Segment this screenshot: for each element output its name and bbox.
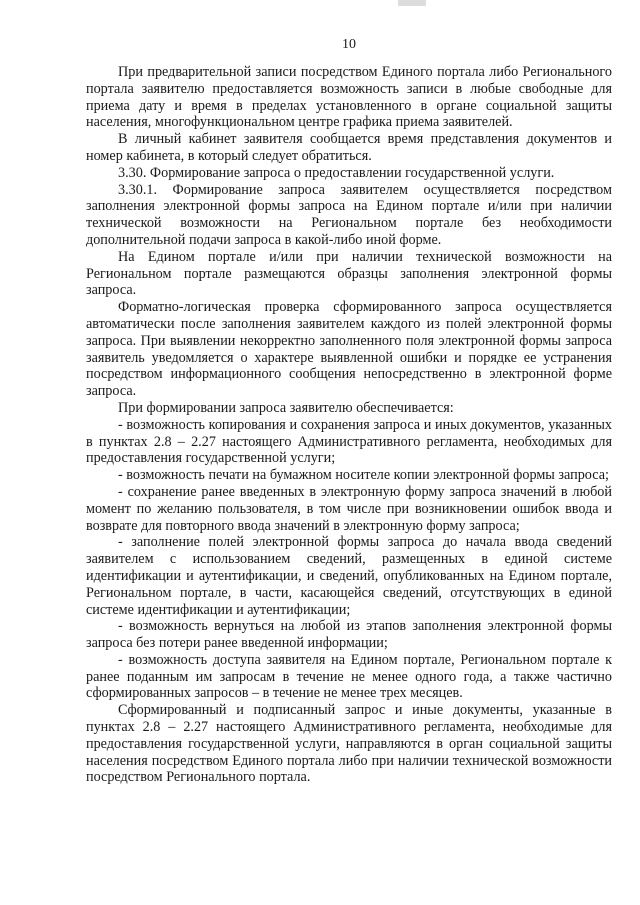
list-item-return-step: - возможность вернуться на любой из этапов заполнения электронной формы запроса без потери ранее введенной информации; [86, 618, 612, 652]
list-item-copy-save: - возможность копирования и сохранения запроса и иных документов, указанных в пунктах 2.8 – 2.27 настоящего Административного регламента, необходимых для предоставления государственной услуги; [86, 416, 612, 467]
list-item-prefill: - заполнение полей электронной формы запроса до начала ввода сведений заявителем с использованием сведений, размещенных в единой системе идентификации и аутентификации, и сведений, опубликованных на Едином портале, Региональном портале, в части, касающейся сведений, отсутствующих в единой системе идентификации и аутентификации; [86, 534, 612, 618]
paragraph-samples: На Едином портале и/или при наличии технической возможности на Региональном портале размещаются образцы заполнения электронной формы запроса. [86, 248, 612, 299]
list-item-access-requests: - возможность доступа заявителя на Едином портале, Региональном портале к ранее поданным им запросам в течение не менее одного года, а также частично сформированных запросов – в течение не менее трех месяцев. [86, 651, 612, 702]
paragraph-preliminary-record: При предварительной записи посредством Единого портала либо Регионального портала заявителю предоставляется возможность записи в любые свободные для приема дату и время в пределах установленного в органе социальной защиты населения, многофункциональном центре графика приема заявителей. [86, 64, 612, 131]
page-number: 10 [342, 37, 356, 52]
document-page [86, 36, 612, 786]
paragraph-submission: Сформированный и подписанный запрос и иные документы, указанные в пунктах 2.8 – 2.27 настоящего Административного регламента, необходимые для предоставления государственной услуги, направляются в орган социальной защиты населения посредством Единого портала либо при наличии технической возможности посредством Регионального портала. [86, 702, 612, 786]
paragraph-personal-account: В личный кабинет заявителя сообщается время представления документов и номер кабинета, в который следует обратиться. [86, 131, 612, 164]
list-item-print: - возможность печати на бумажном носителе копии электронной формы запроса; [118, 467, 609, 484]
paragraph-format-check: Форматно-логическая проверка сформированного запроса осуществляется автоматически после заполнения заявителем каждого из полей электронной формы запроса. При выявлении некорректно заполненного поля электронной формы запроса заявитель уведомляется о характере выявленной ошибки и порядке ее устранения посредством информационного сообщения непосредственно в электронной форме запроса. [86, 299, 612, 400]
paragraph-section-3-30: 3.30. Формирование запроса о предоставлении государственной услуги. [118, 164, 555, 181]
paragraph-section-3-30-1: 3.30.1. Формирование запроса заявителем осуществляется посредством заполнения электронной формы запроса на Едином портале и/или при наличии технической возможности на Региональном портале без необходимости дополнительной подачи запроса в какой-либо иной форме. [86, 181, 612, 248]
list-item-save-values: - сохранение ранее введенных в электронную форму запроса значений в любой момент по желанию пользователя, в том числе при возникновении ошибок ввода и возврате для повторного ввода значений в электронную форму запроса; [86, 483, 612, 534]
paragraph-provided-features: При формировании запроса заявителю обеспечивается: [118, 399, 454, 416]
scan-mark [398, 0, 426, 6]
